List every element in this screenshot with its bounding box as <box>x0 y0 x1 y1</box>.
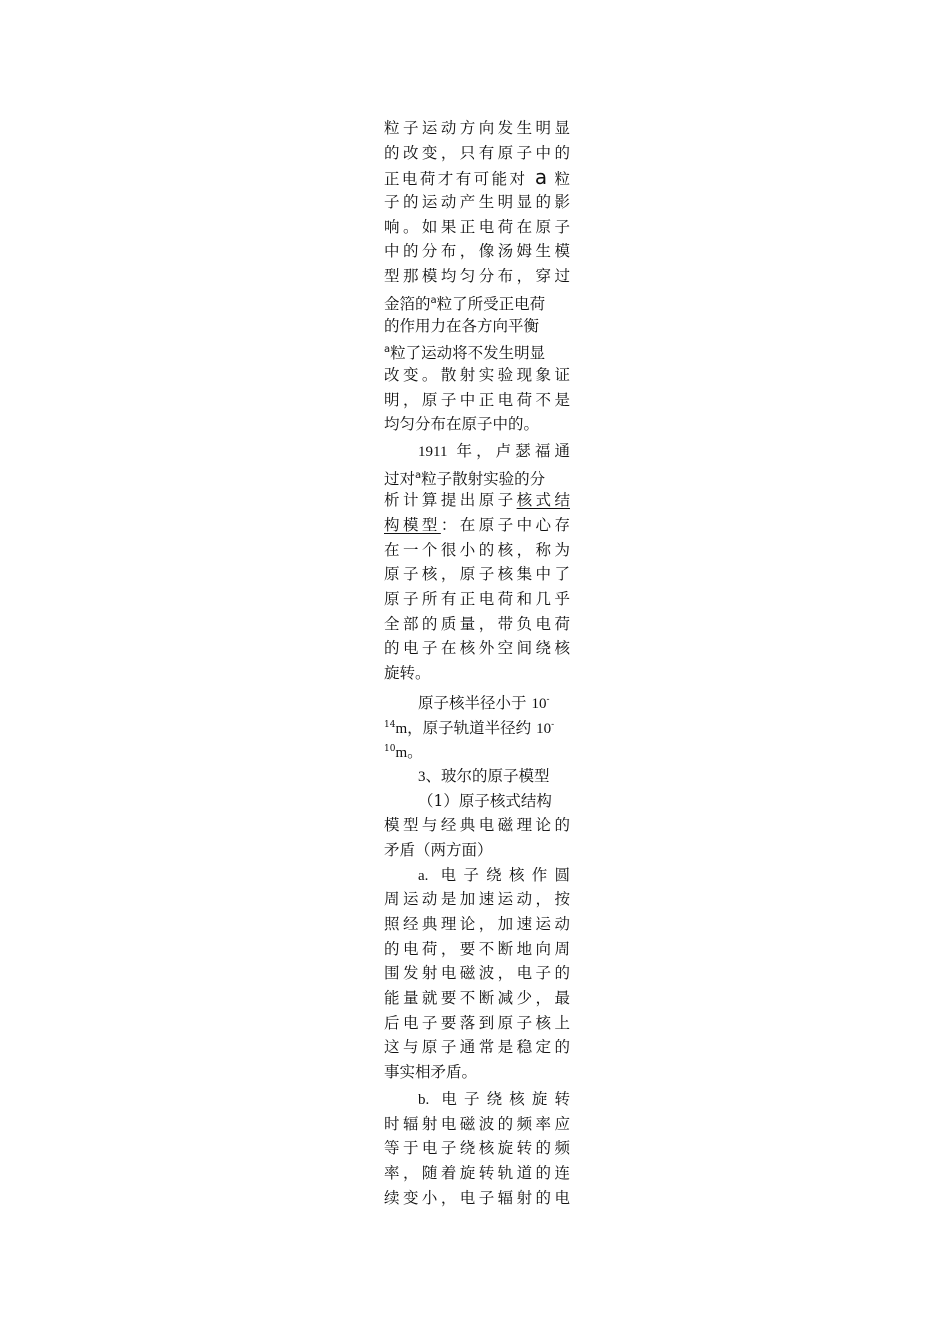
text-line: 子的运动产生明显的影 <box>384 193 570 212</box>
alpha-symbol: a <box>534 165 548 190</box>
heading-text: 、玻尔的原子模型 <box>425 766 550 785</box>
text-run: 原子核半径小于 <box>418 693 527 712</box>
superscript: - <box>551 719 555 730</box>
text-line: 改变。散射实验现象证 <box>384 365 570 384</box>
alpha-symbol: a <box>384 344 391 356</box>
heading-number: 3 <box>418 768 426 785</box>
text-run: 粒子散射实验的分 <box>421 469 546 488</box>
text-run: 金箔的 <box>384 294 431 313</box>
text-line: 中的分布，像汤姆生模 <box>384 242 570 261</box>
superscript: 14 <box>384 719 396 730</box>
text-run: ：在原子中心存 <box>440 516 570 534</box>
section-heading <box>384 764 570 789</box>
text-line: 全部的质量，带负电荷 <box>384 614 570 633</box>
text-line: 在一个很小的核，称为 <box>384 540 570 559</box>
paragraph-alpha-scattering <box>384 116 570 437</box>
text-line: 续变小，电子辐射的电 <box>384 1188 570 1207</box>
subsection-contradiction <box>384 789 570 863</box>
underlined-term: 核式结 <box>516 491 570 510</box>
text-line <box>384 338 570 363</box>
text-run: 粒了所受正电荷 <box>436 294 546 313</box>
text-line: 的电子在核外空间绕核 <box>384 639 570 658</box>
text-line: 原子核，原子核集中了 <box>384 565 570 584</box>
text-line: 周运动是加速运动，按 <box>384 890 570 909</box>
text-column <box>384 116 570 1210</box>
heading-line <box>384 764 570 789</box>
text-line: 型那模均匀分布，穿过 <box>384 267 570 286</box>
text-line <box>384 289 570 314</box>
text-line: 模型与经典电磁理论的 <box>384 816 570 835</box>
unit: m <box>395 745 408 762</box>
list-marker: a. <box>418 867 429 884</box>
text-line: 照经典理论，加速运动 <box>384 915 570 933</box>
year: 1911 <box>418 443 448 460</box>
paragraph-rutherford-model <box>384 439 570 686</box>
paragraph-nucleus-radius <box>384 688 570 762</box>
text-line: 旋转。 <box>384 664 431 683</box>
text-line: 的作用力在各方向平衡 <box>384 316 540 335</box>
text-line: 的电荷，要不断地向周 <box>384 939 570 958</box>
underlined-term: 构模型 <box>384 516 441 534</box>
text-run: 粒 <box>554 170 570 189</box>
text-line <box>384 488 570 513</box>
text-line <box>384 713 570 738</box>
text-line: 这与原子通常是稳定的 <box>384 1038 570 1057</box>
text-line: （1）原子核式结构 <box>418 791 552 810</box>
text-line <box>384 863 570 888</box>
text-line: 粒子运动方向发生明显 <box>384 119 570 137</box>
text-line: 时辐射电磁波的频率应 <box>384 1114 570 1133</box>
list-item-a <box>384 863 570 1085</box>
superscript: - <box>546 694 550 705</box>
text-line <box>384 439 570 464</box>
text-line: 均匀分布在原子中的。 <box>384 415 540 434</box>
text-run: 正电荷才有可能对 <box>384 170 528 189</box>
text-line: 明，原子中正电荷不是 <box>384 390 570 409</box>
text-run: 电子绕核作圆 <box>440 865 570 884</box>
list-marker: b. <box>418 1091 430 1108</box>
superscript: 10 <box>384 744 396 755</box>
text-run: 粒了运动将不发生明显 <box>390 344 546 363</box>
number: 10 <box>531 695 547 712</box>
alpha-symbol: a <box>415 469 422 481</box>
text-run: ，原子轨道半径约 <box>407 718 532 737</box>
text-run: 电子绕核旋转 <box>441 1089 570 1108</box>
text-line <box>384 688 570 713</box>
text-line: 矛盾（两方面） <box>384 840 493 859</box>
text-line: 原子所有正电荷和几乎 <box>384 590 570 609</box>
text-line: 响。如果正电荷在原子 <box>384 217 570 236</box>
text-line <box>384 1087 570 1112</box>
text-line: 事实相矛盾。 <box>384 1063 478 1082</box>
text-run: 析计算提出原子 <box>384 491 517 510</box>
text-line: 等于电子绕核旋转的频 <box>384 1139 570 1158</box>
text-line <box>384 737 570 762</box>
text-line: 能量就要不断减少，最 <box>384 989 570 1008</box>
text-run: 。 <box>407 743 423 762</box>
text-run: 年，卢瑟福通 <box>456 441 570 460</box>
unit: m <box>395 720 408 737</box>
text-line: 率，随着旋转轨道的连 <box>384 1163 570 1182</box>
text-line: 的改变，只有原子中的 <box>384 143 570 162</box>
text-run: 过对 <box>384 469 416 488</box>
alpha-symbol: a <box>430 294 437 306</box>
text-line <box>384 165 570 190</box>
list-item-b <box>384 1087 570 1210</box>
text-line: 围发射电磁波，电子的 <box>384 964 570 983</box>
number: 10 <box>536 720 552 737</box>
text-line <box>384 464 570 489</box>
text-line <box>384 513 570 538</box>
text-line: 后电子要落到原子核上 <box>384 1013 570 1032</box>
